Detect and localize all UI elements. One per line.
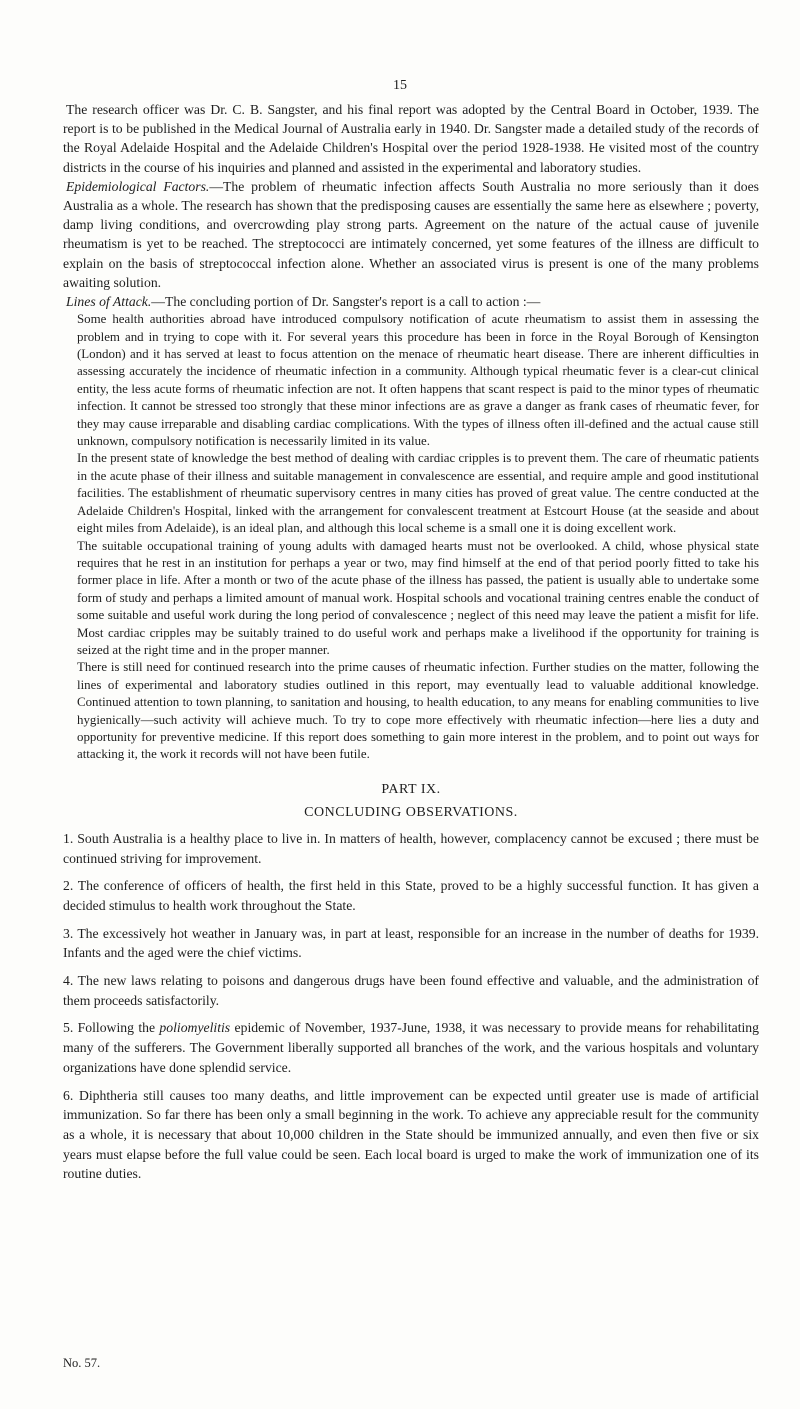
page-body xyxy=(63,100,759,1184)
quote-paragraph: In the present state of knowledge the best method of dealing with cardiac cripples is to prevent them. The care of rheumatic patients in the acute phase of their illness and suitable management in convalescence are essential, and require ample and good institutional facilities. The establishment of rheumatic supervisory centres in many cities has proved of great value. The centre conducted at the Adelaide Children's Hospital, linked with the arrangement for convalescent treatment at Estcourt House (at the seaside and about eight miles from Adelaide), is an ideal plan, and although this local scheme is a small one it is doing excellent work. xyxy=(77,451,759,536)
paragraph-text: —The problem of rheumatic infection affects South Australia no more seriously than it does Australia as a whole. The research has shown that the predisposing causes are essentially the same here as elsewhere ; poverty, damp living conditions, and overcrowding play strong parts. Agreement on the nature of the actual cause of juvenile rheumatism is yet to be reached. The streptococci are intimately concerned, yet some features of the illness are difficult to explain on the basis of streptococcal infection alone. Whether an associated virus is present is one of the many problems awaiting solution. xyxy=(63,178,759,290)
observation-item xyxy=(63,1018,759,1077)
observation-text: The conference of officers of health, the first held in this State, proved to be a highly successful function. It has given a decided stimulus to health work throughout the State. xyxy=(63,878,759,913)
observation-text: South Australia is a healthy place to live in. In matters of health, however, complacency cannot be excused ; there must be continued striving for improvement. xyxy=(63,830,760,866)
observation-text: Diphtheria still causes too many deaths, and little improvement can be expected until greater use is made of artificial immunization. So far there has been only a small beginning in the work. To achieve any appreciable result for the community as a whole, it is necessary that about 10,000 children in the State should be immunized annually, and even then five or six years must elapse before the full value could be seen. Each local board is urged to make the work of immunization one of its routine duties. xyxy=(63,1087,760,1182)
observation-item xyxy=(63,1086,759,1185)
section-heading: CONCLUDING OBSERVATIONS. xyxy=(304,804,518,820)
section-lead-lines-of-attack: Lines of Attack. xyxy=(66,294,152,310)
quote-paragraph: The suitable occupational training of young adults with damaged hearts must not be overlooked. A child, whose physical state requires that he rest in an institution for perhaps a year or two, may find himself at the end of that period poorly fitted to take his former place in life. After a month or two of the acute phase of the illness has passed, the patient is usually able to undertake some form of study and perhaps a limited amount of manual work. Hospital schools and vocational training centres enable the conduct of some suitable and useful work during the long period of convalescence ; neglect of this need may leave the patient a misfit for life. Most cardiac cripples may be suitably trained to do useful work and perhaps make a livelihood if the opportunity for training is seized at the right time and in the proper manner. xyxy=(77,538,759,657)
quote-paragraph: Some health authorities abroad have introduced compulsory notification of acute rheumatism to assist them in assessing the problem and in trying to cope with it. For several years this procedure has been in force in the Royal Borough of Kensington (London) and it has served at least to focus attention on the menace of rheumatic heart disease. There are inherent difficulties in assessing accurately the incidence of rheumatic infection in a community. Although typical rheumatic fever is a clear-cut clinical entity, the less acute forms of rheumatic infection are not. It often happens that scant respect is paid to the minor types of rheumatic infection. It cannot be stressed too strongly that these minor infections are as grave a danger as frank cases of rheumatic fever, for they may cause irreparable and disabling cardiac complications. With the types of illness often ill-defined and the actual cause still unknown, compulsory notification is necessarily limited in its value. xyxy=(77,312,759,449)
paragraph-epidemiological-factors xyxy=(63,177,759,292)
paragraph-text: —The concluding portion of Dr. Sangster's report is a call to action :— xyxy=(151,294,541,310)
observation-text: The new laws relating to poisons and dangerous drugs have been found effective and valuable, and the administration of them proceeds satisfactorily. xyxy=(63,973,759,1008)
observation-item xyxy=(63,829,759,868)
part-heading: PART IX. xyxy=(381,781,441,797)
observation-number: 2. xyxy=(63,878,74,894)
observation-number: 4. xyxy=(63,973,74,989)
observation-text-post: epidemic of November, 1937-June, 1938, it was necessary to provide means for rehabilitating many of the sufferers. The Government liberally supported all branches of the work, and the various hospitals and voluntary organizations have done splendid service. xyxy=(63,1020,759,1075)
observation-text-pre: Following the xyxy=(77,1020,160,1036)
paragraph-research-officer: The research officer was Dr. C. B. Sangster, and his final report was adopted by the Central Board in October, 1939. The report is to be published in the Medical Journal of Australia early in 1940. Dr. Sangster made a detailed study of the records of the Royal Adelaide Hospital and the Adelaide Children's Hospital over the period 1928-1938. He visited most of the country districts in the course of his inquiries and planned and assisted in the experimental and laboratory studies. xyxy=(63,102,759,175)
observation-number: 3. xyxy=(63,925,74,941)
observation-text: The excessively hot weather in January was, in part at least, responsible for an increase in the number of deaths for 1939. Infants and the aged were the chief victims. xyxy=(63,925,759,961)
section-lead-epidemiological: Epidemiological Factors. xyxy=(66,178,210,194)
observation-item xyxy=(63,971,759,1010)
observation-number: 5. xyxy=(63,1020,74,1036)
observation-item xyxy=(63,924,759,963)
quote-paragraph: There is still need for continued research into the prime causes of rheumatic infection. Further studies on the matter, following the lines of experimental and laboratory studies outlined in this report, may eventually lead to valuable additional knowledge. Continued attention to town planning, to sanitation and housing, to health education, to any means for enabling communities to live hygienically—such activity will achieve much. To try to cope more effectively with rheumatic infection—here lies a duty and opportunity for preventive medicine. If this report does something to gain more interest in the problem, and to point out ways for attacking it, the work it records will not have been futile. xyxy=(77,660,759,762)
observation-number: 1. xyxy=(63,830,74,846)
footer-number: No. 57. xyxy=(63,1356,101,1370)
observation-item xyxy=(63,876,759,915)
page-number: 15 xyxy=(393,78,407,93)
report-quotation xyxy=(63,311,759,764)
observation-emphasis: poliomyelitis xyxy=(159,1020,231,1036)
paragraph-lines-of-attack xyxy=(63,292,759,311)
observation-number: 6. xyxy=(63,1087,74,1103)
concluding-observations-list xyxy=(63,829,759,1184)
